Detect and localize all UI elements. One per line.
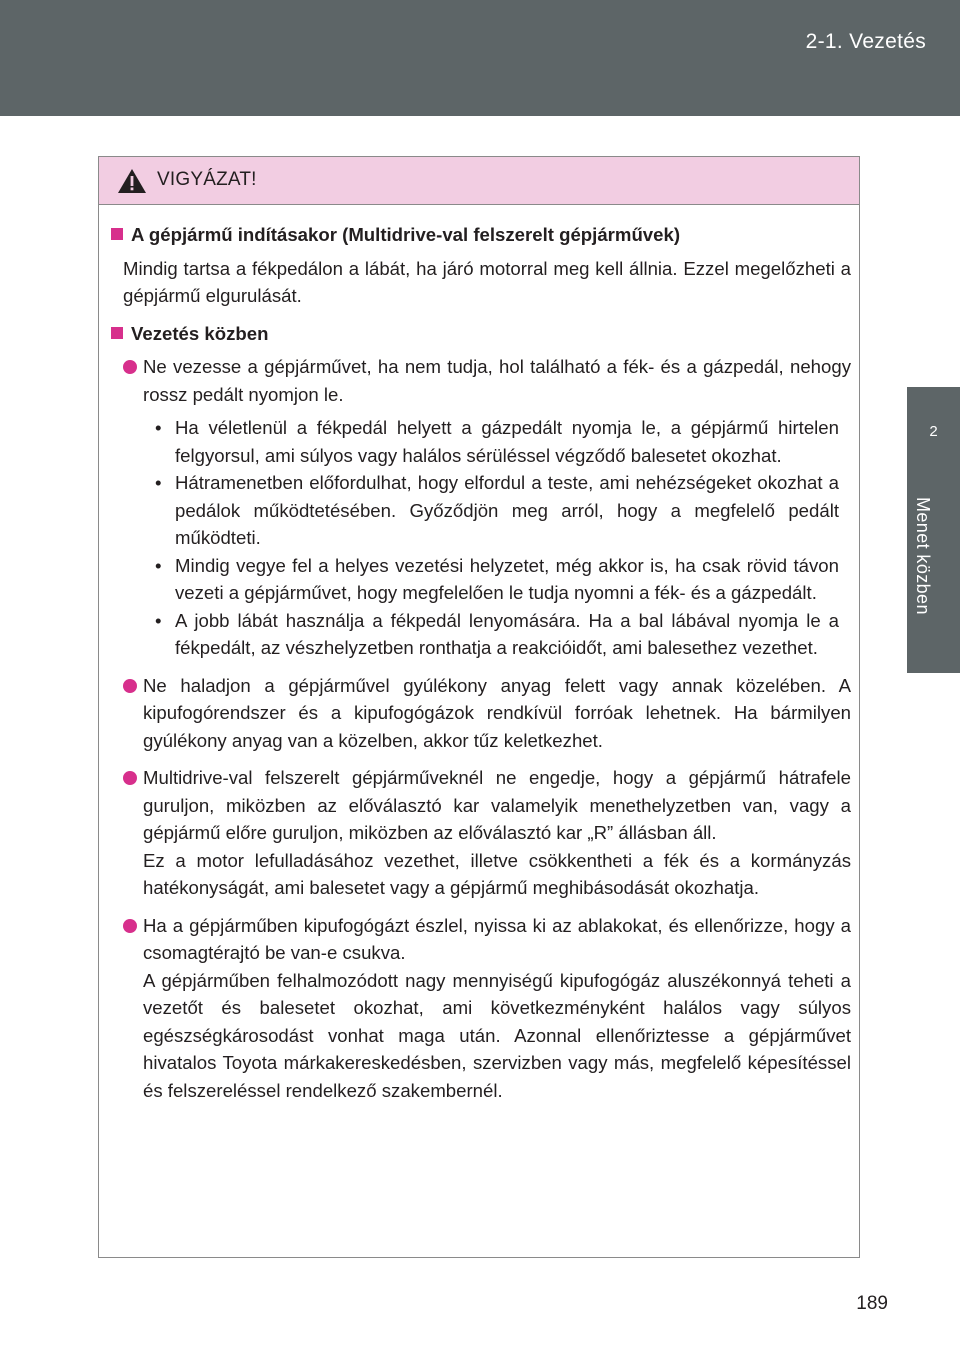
dot-bullet-icon: • [155,472,162,493]
section-heading: Vezetés közben [111,320,851,348]
section-text: Mindig tartsa a fékpedálon a lábát, ha járó motorral meg kell állnia. Ezzel megelőzheti a gépjármű elgurulását. [123,257,851,306]
sub-list-item: • A jobb lábát használja a fékpedál lenyomására. Ha a bal lábával nyomja le a fékpedált, az vészhelyzetben ronthatja a reakcióidőt, ami balesethez vezethet. [143,607,851,662]
caution-header [99,157,859,205]
item-note: A gépjárműben felhalmozódott nagy mennyiségű kipufogógáz aluszékonnyá teheti a vezetőt és balesetet okozhat, ami következményként halálos vagy súlyos egészségkárosodást vonhat maga után. Azonnal ellenőriztesse a gépjárművet hivatalos Toyota márkakereskedésben, szervizben vagy más, megfelelő képesítéssel és felszereléssel rendelkező szakembernél. [143,969,851,1101]
header-bar [0,0,960,116]
circle-bullet-icon [123,919,137,933]
circle-bullet-icon [123,771,137,785]
dot-bullet-icon: • [155,609,162,631]
square-bullet-icon [111,228,123,240]
chapter-tab [907,387,960,673]
item-note: Ez a motor lefulladásához vezethet, illetve csökkentheti a fék és a kormányzás hatékonyságát, ami balesetet vagy a gépjármű meghibásodását okozhatja. [143,849,851,898]
caution-box [98,156,860,1258]
caution-title: VIGYÁZAT! [157,169,257,190]
page-number: 189 [856,1293,888,1314]
dot-bullet-icon: • [155,417,162,438]
sub-bullet-list [143,414,851,662]
chapter-label: Menet közben [913,497,933,615]
circle-bullet-icon [123,360,137,374]
square-bullet-icon [111,327,123,339]
dot-bullet-icon: • [155,554,162,576]
sub-list-item: • Hátramenetben előfordulhat, hogy elfordul a teste, ami nehézségeket okozhat a pedálok működtetésében. Győződjön meg arról, hogy a megfelelő pedált működteti. [143,469,851,552]
list-item: Ha a gépjárműben kipufogógázt észlel, nyissa ki az ablakokat, és ellenőrizze, hogy a csomagtérajtó be van-e csukva. A gépjárműben felhalmozódott nagy mennyiségű kipufogógáz aluszékonnyá teheti a vezetőt és balesetet okozhat, ami következményként halálos vagy súlyos egészségkárosodást vonhat maga után. Azonnal ellenőriztesse a gépjárművet hivatalos Toyota márkakereskedésben, szervizben vagy más, megfelelő képesítéssel és felszereléssel rendelkező szakembernél. [111,912,851,1105]
section-heading: A gépjármű indításakor (Multidrive-val felszerelt gépjárművek) [111,221,851,249]
list-item: Multidrive-val felszerelt gépjárműveknél ne engedje, hogy a gépjármű hátrafele guruljon, miközben az előválasztó kar valamelyik menethelyzetben van, vagy a gépjármű előre guruljon, miközben az előválasztó kar „R” állásban áll. Ez a motor lefulladásához vezethet, illetve csökkentheti a fék és a kormányzás hatékonyságát, ami balesetet vagy a gépjármű meghibásodását okozhatja. [111,764,851,902]
sub-list-item: • Ha véletlenül a fékpedál helyett a gázpedált nyomja le, a gépjármű hirtelen felgyorsul, ami súlyos vagy halálos sérüléssel végződő balesetet okozhat. [143,414,851,469]
sub-list-item: • Mindig vegye fel a helyes vezetési helyzetet, még akkor is, ha csak rövid távon vezeti a gépjárművet, hogy megfelelően le tudja nyomni a fék- és a gázpedált. [143,552,851,607]
list-item: Ne vezesse a gépjárművet, ha nem tudja, hol található a fék- és a gázpedál, nehogy rossz pedált nyomjon le. • Ha véletlenül a fékpedál helyett a gázpedált nyomja le, a gépjármű hirtelen felgyorsul, ami súlyos vagy halálos sérüléssel végződő balesetet okozhat. • Hátramenetben előfordulhat, hogy elfordul a teste, ami nehézségeket okozhat a pedálok működtetésében. Győződjön meg arról, hogy a megfelelő pedált működteti. • Mindig vegye fel a helyes vezetési helyzetet, még akkor is, ha csak rövid távon vezeti a gépjárművet, hogy megfelelően le tudja nyomni a fék- és a gázpedált. • A jobb lábát használja a fékpedál lenyomására. Ha a bal lábával nyomja le a fékpedált, az vészhelyzetben ronthatja a reakcióidőt, ami balesethez vezethet. [111,353,851,662]
chapter-number: 2 [929,423,938,440]
section-title: 2-1. Vezetés [805,30,926,53]
warning-triangle-icon [117,168,147,194]
list-item: Ne haladjon a gépjárművel gyúlékony anyag felett vagy annak közelében. A kipufogórendszer és a kipufogógázok rendkívül forróak lehetnek. Ha bármilyen gyúlékony anyag van a közelben, akkor tűz keletkezhet. [111,672,851,755]
circle-bullet-icon [123,679,137,693]
caution-content [99,205,859,1114]
